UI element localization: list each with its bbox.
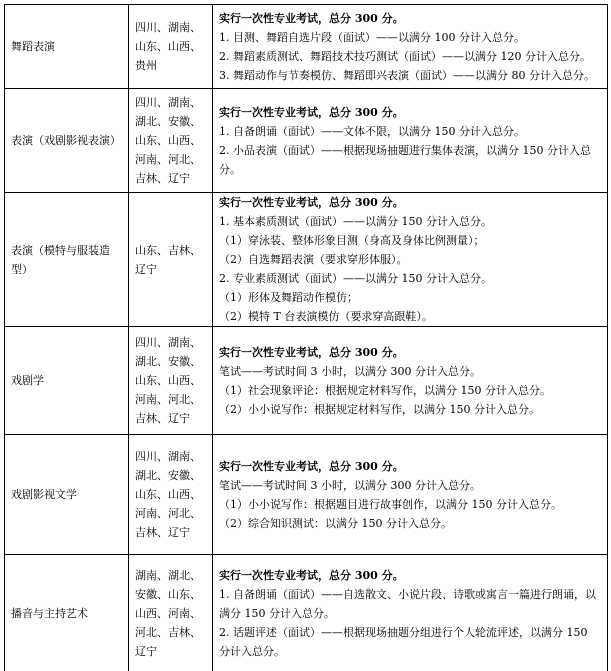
table-row (5, 435, 608, 555)
provinces-cell: 四川、湖南、湖北、安徽、山东、山西、河南、河北、吉林、辽宁 (129, 327, 213, 435)
exam-detail-line: 笔试——考试时间 3 小时，以满分 300 分计入总分。 (219, 478, 481, 492)
provinces-cell: 山东、吉林、辽宁 (129, 193, 213, 327)
table-row (5, 193, 608, 327)
exam-detail-line: （2）小小说写作：根据规定材料写作，以满分 150 分计入总分。 (219, 402, 540, 416)
exam-detail-cell (213, 89, 608, 193)
exam-detail-line: 1. 自备朗诵（面试）——自选散文、小说片段、诗歌或寓言一篇进行朗诵，以满分 150 分计入总分。 (219, 588, 596, 620)
major-name-cell: 戏剧学 (5, 327, 129, 435)
exam-detail-line: 1. 自备朗诵（面试）——文体不限，以满分 150 分计入总分。 (219, 124, 525, 138)
exam-detail-line: （1）社会现象评论：根据规定材料写作，以满分 150 分计入总分。 (219, 383, 551, 397)
major-name-cell: 表演（模特与服装造型） (5, 193, 129, 327)
exam-headline: 实行一次性专业考试，总分 300 分。 (219, 196, 404, 209)
provinces-cell: 四川、湖南、湖北、安徽、山东、山西、河南、河北、吉林、辽宁 (129, 89, 213, 193)
exam-detail-line: 3. 舞蹈动作与节奏模仿、舞蹈即兴表演（面试）——以满分 80 分计入总分。 (219, 68, 595, 82)
exam-headline: 实行一次性专业考试，总分 300 分。 (219, 105, 404, 119)
exam-headline: 实行一次性专业考试，总分 300 分。 (219, 459, 404, 473)
provinces-cell: 四川、湖南、湖北、安徽、山东、山西、河南、河北、吉林、辽宁 (129, 435, 213, 555)
exam-detail-line: 2. 专业素质测试（面试）——以满分 150 分计入总分。 (219, 272, 492, 285)
exam-detail-line: （1）形体及舞蹈动作模仿； (219, 291, 358, 304)
exam-detail-line: （2）综合知识测试：以满分 150 分计入总分。 (219, 516, 452, 530)
major-name-cell: 舞蹈表演 (5, 5, 129, 89)
exam-headline: 实行一次性专业考试，总分 300 分。 (219, 11, 404, 25)
exam-detail-line: 2. 舞蹈素质测试、舞蹈技术技巧测试（面试）——以满分 120 分计入总分。 (219, 49, 591, 63)
exam-detail-line: （2）模特 T 台表演模仿（要求穿高跟鞋）。 (219, 310, 433, 323)
exam-detail-line: 1. 目测、舞蹈自选片段（面试）——以满分 100 分计入总分。 (219, 30, 525, 44)
exam-detail-line: （1）小小说写作：根据题目进行故事创作，以满分 150 分计入总分。 (219, 497, 562, 511)
exam-detail-cell (213, 435, 608, 555)
exam-detail-line: 笔试——考试时间 3 小时，以满分 300 分计入总分。 (219, 364, 481, 378)
exam-detail-line: （2）自选舞蹈表演（要求穿形体服）。 (219, 253, 408, 266)
exam-detail-cell (213, 327, 608, 435)
exam-headline: 实行一次性专业考试，总分 300 分。 (219, 569, 404, 582)
exam-detail-cell (213, 555, 608, 671)
exam-requirements-table (4, 4, 608, 671)
exam-detail-line: 2. 话题评述（面试）——根据现场抽题分组进行个人轮流评述，以满分 150 分计入总分。 (219, 626, 588, 658)
major-name-cell: 表演（戏剧影视表演） (5, 89, 129, 193)
table-row (5, 5, 608, 89)
exam-headline: 实行一次性专业考试，总分 300 分。 (219, 345, 404, 359)
provinces-cell: 湖南、湖北、安徽、山东、山西、河南、河北、吉林、辽宁 (129, 555, 213, 671)
table-row (5, 555, 608, 671)
exam-detail-line: 2. 小品表演（面试）——根据现场抽题进行集体表演，以满分 150 分计入总分。 (219, 143, 591, 176)
table-row (5, 327, 608, 435)
exam-detail-cell (213, 5, 608, 89)
major-name-cell: 戏剧影视文学 (5, 435, 129, 555)
exam-detail-line: 1. 基本素质测试（面试）——以满分 150 分计入总分。 (219, 215, 492, 228)
major-name-cell: 播音与主持艺术 (5, 555, 129, 671)
exam-detail-line: （1）穿泳装、整体形象目测（身高及身体比例测量）； (219, 234, 485, 247)
exam-table-body (5, 5, 608, 671)
exam-detail-cell (213, 193, 608, 327)
provinces-cell: 四川、湖南、山东、山西、贵州 (129, 5, 213, 89)
table-row (5, 89, 608, 193)
